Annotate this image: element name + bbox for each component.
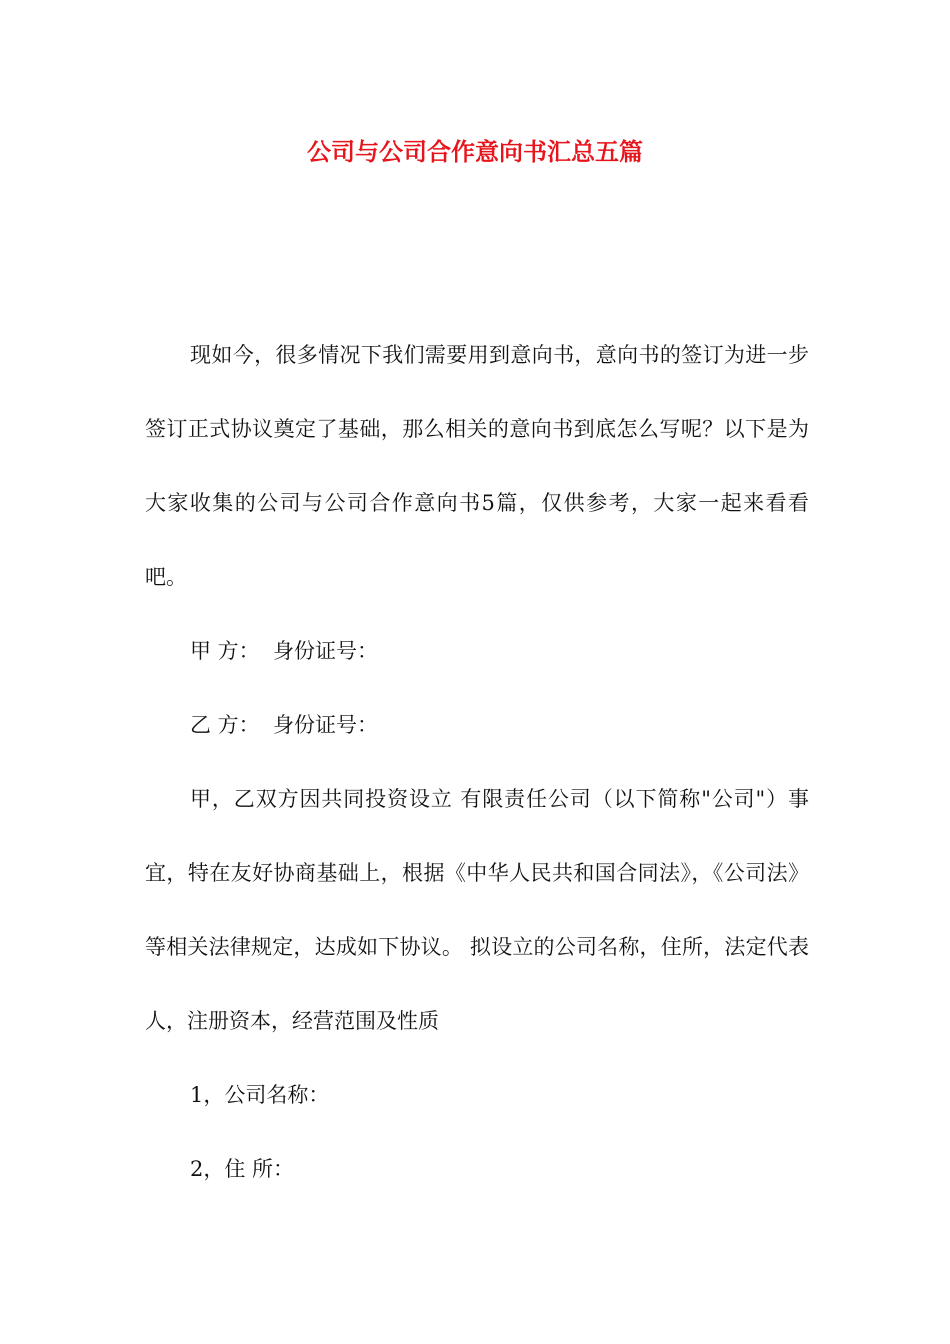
intro-paragraph: 现如今，很多情况下我们需要用到意向书，意向书的签订为进一步签订正式协议奠定了基础，那么相关的意向书到底怎么写呢？以下是为大家收集的公司与公司合作意向书5篇，仅供参考，大家一起来看看吧。	[145, 343, 809, 589]
company-name-line: 1，公司名称：	[190, 1083, 330, 1107]
document-body	[145, 318, 809, 1206]
party-b-line: 乙 方： 身份证号：	[190, 713, 379, 737]
document-title: 公司与公司合作意向书汇总五篇	[307, 138, 643, 166]
party-a-line: 甲 方： 身份证号：	[190, 639, 379, 663]
address-line: 2，住 所：	[190, 1157, 295, 1181]
agreement-paragraph: 甲，乙双方因共同投资设立 有限责任公司（以下简称"公司"）事宜，特在友好协商基础上，根据《中华人民共和国合同法》，《公司法》等相关法律规定，达成如下协议。 拟设立的公司名称，住所，法定代表人，注册资本，经营范围及性质	[145, 787, 809, 1033]
